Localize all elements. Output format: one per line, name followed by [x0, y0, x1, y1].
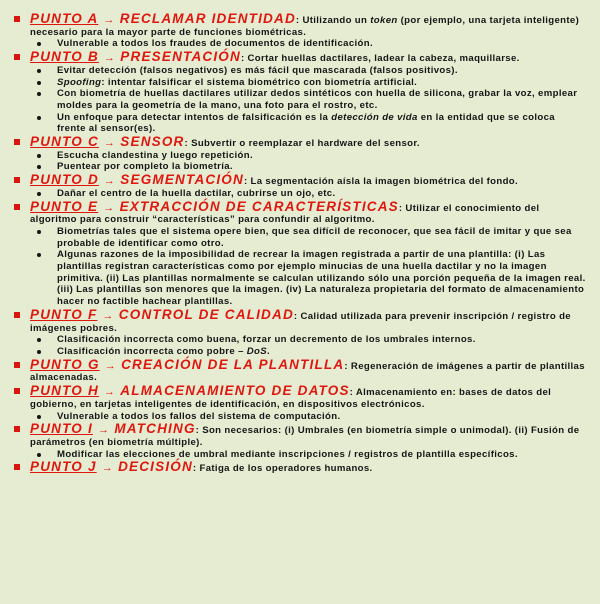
section-title: MATCHING [114, 421, 196, 437]
arrow-icon: → [103, 201, 115, 214]
round-bullet-icon [37, 81, 41, 85]
section-heading [10, 51, 586, 65]
bullet-text: Biometrías tales que el sistema opere bien, que sea difícil de reconocer, que sea fácil de imitar y que sea probable de identificar como otro. [57, 225, 572, 249]
bullet-text: Evitar detección (falsos negativos) es más fácil que mascarada (falsos positivos). [57, 64, 458, 76]
red-square-bullet-icon [14, 426, 20, 432]
bullet-item [10, 334, 586, 346]
round-bullet-icon [37, 154, 41, 158]
section-description-rest: (por ejemplo, una tarjeta inteligente) necesario para la mayor parte de funciones biométricas. [30, 15, 580, 38]
section-heading [10, 136, 586, 150]
section-heading [10, 423, 586, 448]
bullet-item [10, 150, 586, 162]
bullet-text: Un enfoque para detectar intentos de falsificación es la [57, 111, 332, 123]
bullet-text: : intentar falsificar el sistema biométrico con biometría artificial. [101, 76, 418, 88]
round-bullet-icon [37, 165, 41, 169]
round-bullet-icon [37, 116, 41, 120]
section-description-emphasis: token [370, 15, 398, 26]
red-square-bullet-icon [14, 177, 20, 183]
section-punto-d [10, 174, 586, 199]
bullet-item [10, 112, 586, 135]
section-punto-c [10, 136, 586, 173]
section-title: SEGMENTACIÓN [120, 172, 244, 188]
bullet-text: Vulnerable a todos los fallos del sistema de computación. [57, 410, 341, 422]
section-description: : Utilizando un [295, 15, 371, 26]
red-square-bullet-icon [14, 388, 20, 394]
section-label: PUNTO J [30, 459, 97, 475]
bullet-text: Vulnerable a todos los fraudes de documentos de identificación. [57, 38, 373, 50]
bullet-text: Modificar las elecciones de umbral mediante inscripciones / registros de plantilla específicos. [57, 448, 518, 460]
round-bullet-icon [37, 69, 41, 73]
section-label: PUNTO G [30, 356, 100, 372]
red-square-bullet-icon [14, 139, 20, 145]
bullet-item [10, 77, 586, 89]
bullet-list [10, 411, 586, 423]
section-description: : Calidad utilizada para prevenir inscripción / registro de imágenes pobres. [30, 310, 571, 334]
bullet-emphasis: Spoofing [57, 76, 102, 88]
section-description: : Son necesarios: (i) Umbrales (en biometría simple o unimodal). (ii) Fusión de parámetros (en biometría múltiple). [30, 425, 580, 448]
red-square-bullet-icon [14, 312, 20, 318]
bullet-emphasis: detección de vida [331, 111, 418, 123]
bullet-list [10, 226, 586, 308]
red-square-bullet-icon [14, 362, 20, 368]
section-label: PUNTO E [30, 198, 99, 214]
bullet-list [10, 150, 586, 173]
section-punto-e [10, 198, 586, 308]
section-label: PUNTO C [30, 134, 99, 150]
round-bullet-icon [37, 350, 41, 354]
section-title: SENSOR [120, 134, 185, 150]
section-punto-j [10, 461, 586, 475]
bullet-item [10, 249, 586, 308]
bullet-item [10, 88, 586, 111]
bullet-text: Dañar el centro de la huella dactilar, cubrirse un ojo, etc. [57, 187, 336, 199]
section-label: PUNTO D [30, 172, 99, 188]
round-bullet-icon [37, 92, 41, 96]
section-heading [10, 356, 586, 384]
section-punto-h [10, 385, 586, 422]
section-title: DECISIÓN [118, 459, 193, 475]
arrow-icon: → [101, 462, 114, 475]
bullet-text: Puentear por completo la biometría. [57, 161, 233, 173]
section-punto-f [10, 306, 586, 358]
section-heading [10, 198, 586, 226]
round-bullet-icon [37, 253, 41, 257]
section-title: ALMACENAMIENTO DE DATOS [120, 383, 350, 399]
arrow-icon: → [104, 359, 117, 372]
section-title: PRESENTACIÓN [120, 49, 241, 65]
section-label: PUNTO B [30, 49, 99, 65]
section-label: PUNTO I [30, 421, 93, 437]
bullet-text-rest: . [267, 345, 271, 357]
section-heading [10, 306, 586, 334]
round-bullet-icon [37, 230, 41, 234]
section-description: : La segmentación aísla la imagen biométrica del fondo. [243, 176, 519, 188]
section-description: : Almacenamiento en: bases de datos del gobierno, en tarjetas inteligentes de identificación, en dispositivos electrónicos. [30, 387, 552, 410]
section-punto-g [10, 356, 586, 384]
section-title: EXTRACCIÓN DE CARACTERÍSTICAS [119, 198, 399, 214]
section-punto-i [10, 423, 586, 460]
section-description: : Cortar huellas dactilares, ladear la cabeza, maquillarse. [240, 53, 520, 65]
bullet-emphasis: DoS [246, 345, 268, 357]
section-label: PUNTO F [30, 306, 98, 322]
round-bullet-icon [37, 338, 41, 342]
arrow-icon: → [103, 137, 116, 150]
arrow-icon: → [103, 386, 116, 399]
red-square-bullet-icon [14, 54, 20, 60]
section-heading [10, 385, 586, 410]
section-heading [10, 13, 586, 38]
round-bullet-icon [37, 453, 41, 457]
section-label: PUNTO H [30, 383, 99, 399]
bullet-item [10, 226, 586, 249]
section-description: : Fatiga de los operadores humanos. [192, 463, 373, 475]
bullet-text-rest: en la entidad que se coloca frente al sensor(es). [57, 111, 555, 135]
round-bullet-icon [37, 415, 41, 419]
bullet-list [10, 65, 586, 135]
red-square-bullet-icon [14, 204, 20, 210]
arrow-icon: → [102, 309, 114, 322]
section-punto-b [10, 51, 586, 135]
arrow-icon: → [97, 424, 110, 437]
section-description: : Subvertir o reemplazar el hardware del sensor. [184, 138, 420, 150]
bullet-text: Algunas razones de la imposibilidad de recrear la imagen registrada a partir de una plantilla: (i) Las plantillas registran características como por ejemplo minucias de una huella dactilar y no la imagen primitiva. (ii) Las plantillas normalmente se calculan utilizando sólo una porción pequeña de la imagen real. (iii) Las plantillas son menores que la imagen. (iv) La naturaleza propietaria del formato de almacenamiento hacer no factible hachear plantillas. [57, 249, 586, 308]
bullet-item [10, 411, 586, 423]
round-bullet-icon [37, 192, 41, 196]
arrow-icon: → [103, 175, 116, 188]
bullet-item [10, 65, 586, 77]
arrow-icon: → [103, 52, 116, 65]
section-heading [10, 461, 586, 475]
section-punto-a [10, 13, 586, 50]
section-description: : Utilizar el conocimiento del algoritmo para construir “características” para confundir al algoritmo. [30, 202, 540, 226]
bullet-text: Clasificación incorrecta como pobre – [57, 345, 247, 357]
section-title: RECLAMAR IDENTIDAD [119, 11, 296, 26]
round-bullet-icon [37, 42, 41, 46]
section-title: CREACIÓN DE LA PLANTILLA [121, 356, 345, 372]
arrow-icon: → [103, 14, 115, 26]
bullet-text: Clasificación incorrecta como buena, forzar un decremento de los umbrales internos. [57, 334, 476, 346]
section-heading [10, 174, 586, 188]
bullet-list [10, 334, 586, 357]
section-title: CONTROL DE CALIDAD [118, 306, 294, 322]
bullet-text: Con biometría de huellas dactilares utilizar dedos sintéticos con huella de silicona, grabar la voz, emplear moldes para la geometría de la mano, una foto para el rostro, etc. [57, 88, 578, 111]
bullet-text: Escucha clandestina y luego repetición. [57, 149, 253, 161]
red-square-bullet-icon [14, 16, 20, 22]
section-description: : Regeneración de imágenes a partir de plantillas almacenadas. [30, 360, 585, 384]
red-square-bullet-icon [14, 464, 20, 470]
section-label: PUNTO A [30, 11, 99, 26]
